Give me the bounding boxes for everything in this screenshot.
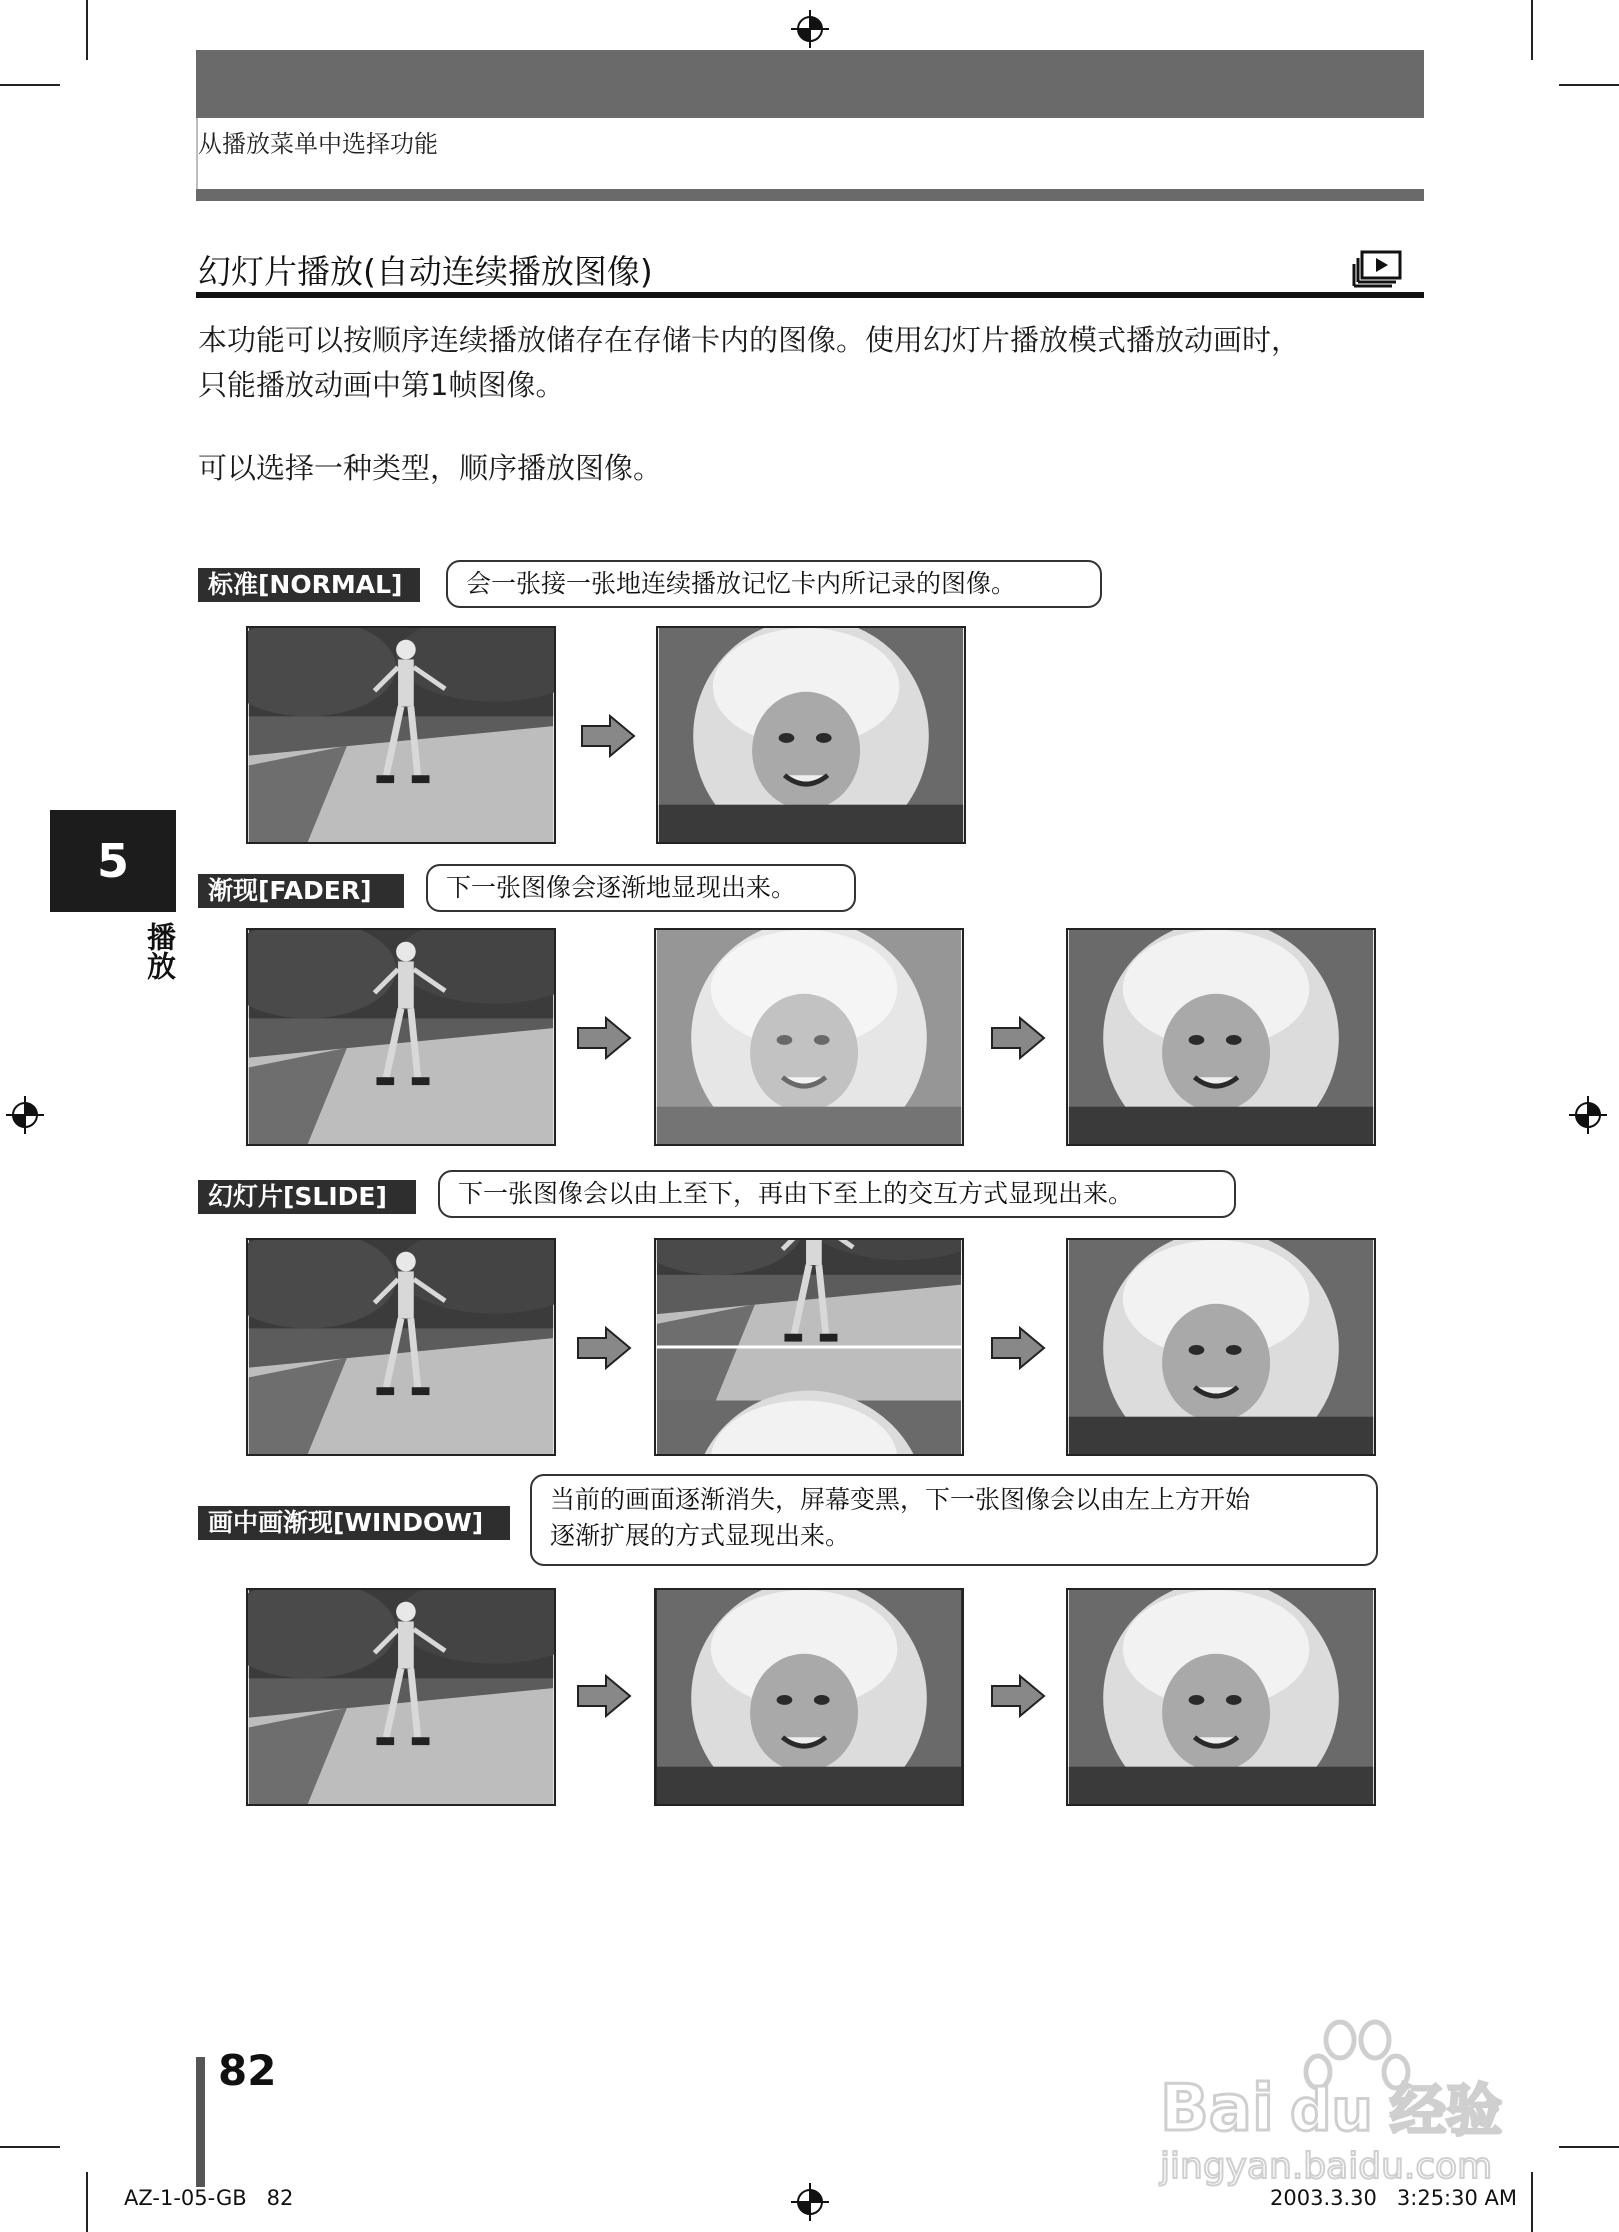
photo-child-faded xyxy=(654,928,964,1146)
photo-slide-transition xyxy=(654,1238,964,1456)
registration-mark-right xyxy=(1569,1096,1607,1134)
arrow-right-icon xyxy=(990,1674,1046,1718)
arrow-right-icon xyxy=(580,714,636,758)
svg-text:经验: 经验 xyxy=(1390,2079,1502,2144)
mode-label-slide: 幻灯片[SLIDE] xyxy=(198,1180,416,1214)
mode-desc-window-line-2: 逐渐扩展的方式显现出来。 xyxy=(550,1521,851,1550)
page-number: 82 xyxy=(218,2046,277,2095)
mode-desc-window xyxy=(530,1474,1378,1566)
header-rule xyxy=(196,189,1424,201)
registration-mark-top xyxy=(791,10,829,48)
arrow-right-icon xyxy=(576,1016,632,1060)
photo-child xyxy=(1066,1588,1376,1806)
mode-desc-slide: 下一张图像会以由上至下，再由下至上的交互方式显现出来。 xyxy=(438,1170,1236,1218)
mode-desc-normal: 会一张接一张地连续播放记忆卡内所记录的图像。 xyxy=(446,560,1102,608)
photo-skater xyxy=(246,928,556,1146)
intro-note: 可以选择一种类型，顺序播放图像。 xyxy=(198,451,663,485)
mode-desc-window-line-1: 当前的画面逐渐消失，屏幕变黑，下一张图像会以由左上方开始 xyxy=(550,1485,1251,1514)
breadcrumb: 从播放菜单中选择功能 xyxy=(198,130,438,158)
mode-label-window: 画中画渐现[WINDOW] xyxy=(198,1506,510,1540)
arrow-right-icon xyxy=(990,1326,1046,1370)
registration-mark-bottom xyxy=(791,2183,829,2221)
footer-timestamp: 2003.3.30 3:25:30 AM xyxy=(1270,2186,1518,2210)
mode-desc-fader: 下一张图像会逐渐地显现出来。 xyxy=(426,864,856,912)
photo-child xyxy=(1066,1238,1376,1456)
title-rule xyxy=(196,292,1424,298)
arrow-right-icon xyxy=(576,1674,632,1718)
registration-mark-left xyxy=(6,1096,44,1134)
footer-doc-code: AZ-1-05-GB 82 xyxy=(124,2186,294,2210)
intro-line-1: 本功能可以按顺序连续播放储存在存储卡内的图像。使用幻灯片播放模式播放动画时， xyxy=(198,323,1301,357)
arrow-right-icon xyxy=(576,1326,632,1370)
photo-skater xyxy=(246,1588,556,1806)
intro-line-2: 只能播放动画中第1帧图像。 xyxy=(198,368,565,402)
baidu-watermark-logo xyxy=(1150,2010,1530,2190)
chapter-label: 播放 xyxy=(143,922,177,980)
slideshow-icon xyxy=(1352,250,1404,288)
section-title: 幻灯片播放(自动连续播放图像) xyxy=(198,252,653,291)
svg-text:Bai: Bai xyxy=(1160,2072,1274,2146)
chapter-tab-number: 5 xyxy=(50,810,176,912)
photo-skater xyxy=(246,626,556,844)
header-bar xyxy=(196,50,1424,118)
mode-label-normal: 标准[NORMAL] xyxy=(198,568,420,602)
photo-skater xyxy=(246,1238,556,1456)
mode-label-fader: 渐现[FADER] xyxy=(198,874,404,908)
arrow-right-icon xyxy=(990,1016,1046,1060)
photo-window-transition xyxy=(654,1588,964,1806)
photo-child xyxy=(1066,928,1376,1146)
page-number-bar xyxy=(196,2057,205,2187)
photo-child xyxy=(656,626,966,844)
svg-text:jingyan.baidu.com: jingyan.baidu.com xyxy=(1160,2146,1493,2187)
svg-text:du: du xyxy=(1290,2076,1373,2144)
